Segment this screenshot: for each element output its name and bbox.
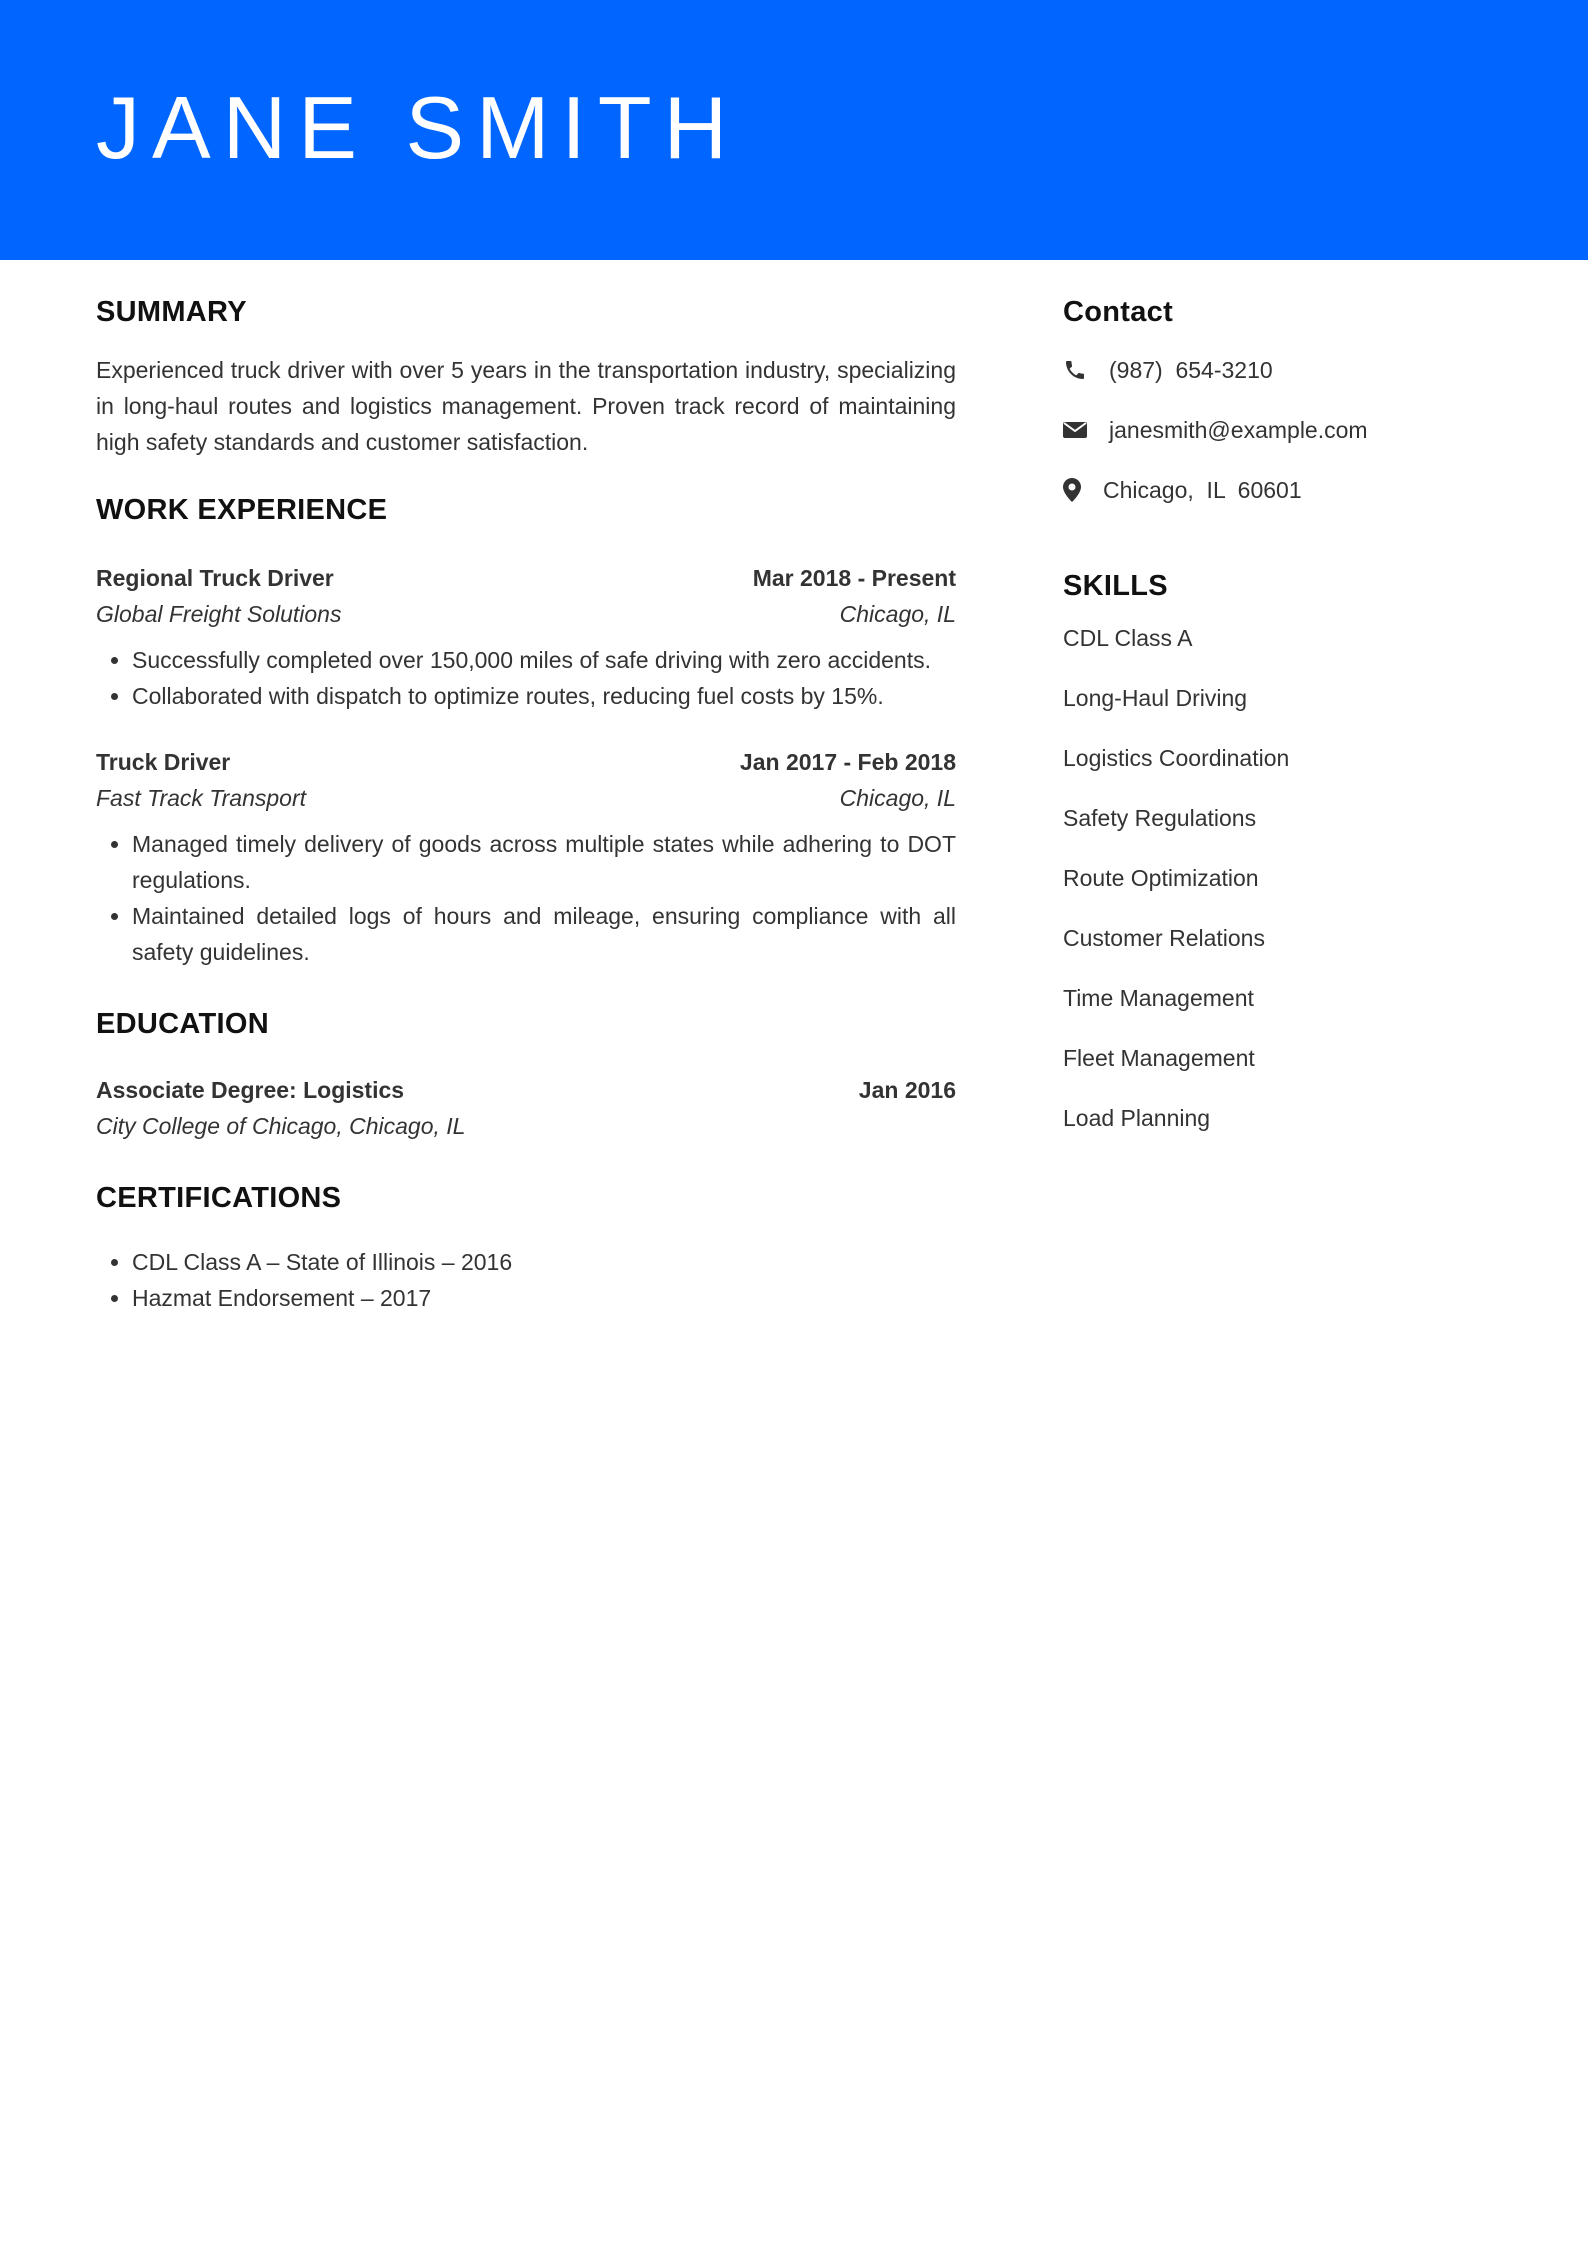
contact-email-row	[1063, 412, 1503, 448]
skill-item: Customer Relations	[1063, 925, 1265, 951]
education-section	[96, 1004, 956, 1144]
contact-location-row	[1063, 472, 1503, 508]
education-school: City College of Chicago, Chicago, IL	[96, 1113, 466, 1139]
candidate-name: JANE SMITH	[96, 78, 740, 177]
job-location: Chicago, IL	[839, 785, 956, 811]
skill-item: Route Optimization	[1063, 865, 1259, 891]
certifications-title: CERTIFICATIONS	[96, 1182, 342, 1214]
certifications-list	[96, 1244, 956, 1316]
summary-section	[96, 292, 956, 460]
skill-item: Time Management	[1063, 985, 1254, 1011]
contact-section	[1063, 292, 1503, 508]
job-role: Regional Truck Driver	[96, 565, 334, 591]
work-title: WORK EXPERIENCE	[96, 494, 388, 526]
education-title: EDUCATION	[96, 1008, 269, 1040]
education-degree: Associate Degree: Logistics	[96, 1077, 405, 1103]
job-bullet: • Managed timely delivery of goods across multiple states while adhering to DOT regulations.	[132, 826, 956, 898]
certification-item: • CDL Class A – State of Illinois – 2016	[132, 1244, 956, 1280]
job-role: Truck Driver	[96, 749, 231, 775]
skill-item: Fleet Management	[1063, 1045, 1255, 1071]
contact-email[interactable]: janesmith@example.com	[1109, 416, 1368, 443]
job-bullet: • Collaborated with dispatch to optimize routes, reducing fuel costs by 15%.	[132, 678, 956, 714]
skill-item: Safety Regulations	[1063, 805, 1257, 831]
job-company: Global Freight Solutions	[96, 601, 342, 627]
header-banner	[0, 0, 1588, 260]
skill-item: CDL Class A	[1063, 625, 1193, 651]
skill-item: Long-Haul Driving	[1063, 685, 1248, 711]
map-pin-icon	[1063, 477, 1083, 503]
main-column	[96, 292, 956, 1316]
job-entry	[96, 560, 956, 714]
job-dates: Jan 2017 - Feb 2018	[739, 749, 956, 775]
job-location: Chicago, IL	[839, 601, 956, 627]
job-bullets	[96, 642, 956, 714]
job-bullet: • Successfully completed over 150,000 miles of safe driving with zero accidents.	[132, 642, 956, 678]
contact-phone-row	[1063, 352, 1503, 388]
phone-icon	[1063, 357, 1089, 383]
certification-item: • Hazmat Endorsement – 2017	[132, 1280, 956, 1316]
skill-item: Logistics Coordination	[1063, 745, 1290, 771]
job-company: Fast Track Transport	[96, 785, 307, 811]
summary-text: Experienced truck driver with over 5 years in the transportation industry, specializing in long-haul routes and logistics management. Proven track record of maintaining high safety standards and customer satisfaction.	[96, 357, 956, 455]
envelope-icon	[1063, 417, 1089, 443]
contact-location: Chicago, IL 60601	[1103, 476, 1302, 503]
skills-section	[1063, 566, 1503, 1136]
skills-title: SKILLS	[1063, 570, 1168, 602]
job-dates: Mar 2018 - Present	[752, 565, 956, 591]
contact-title: Contact	[1063, 296, 1174, 328]
skill-item: Load Planning	[1063, 1105, 1211, 1131]
contact-phone[interactable]: (987) 654-3210	[1109, 356, 1273, 383]
summary-title: SUMMARY	[96, 296, 247, 328]
sidebar-column	[1063, 292, 1503, 1136]
certifications-section	[96, 1178, 956, 1316]
job-bullets	[96, 826, 956, 970]
job-bullet: • Maintained detailed logs of hours and mileage, ensuring compliance with all safety guidelines.	[132, 898, 956, 970]
work-section	[96, 490, 956, 970]
education-date: Jan 2016	[858, 1077, 956, 1103]
job-entry	[96, 744, 956, 970]
